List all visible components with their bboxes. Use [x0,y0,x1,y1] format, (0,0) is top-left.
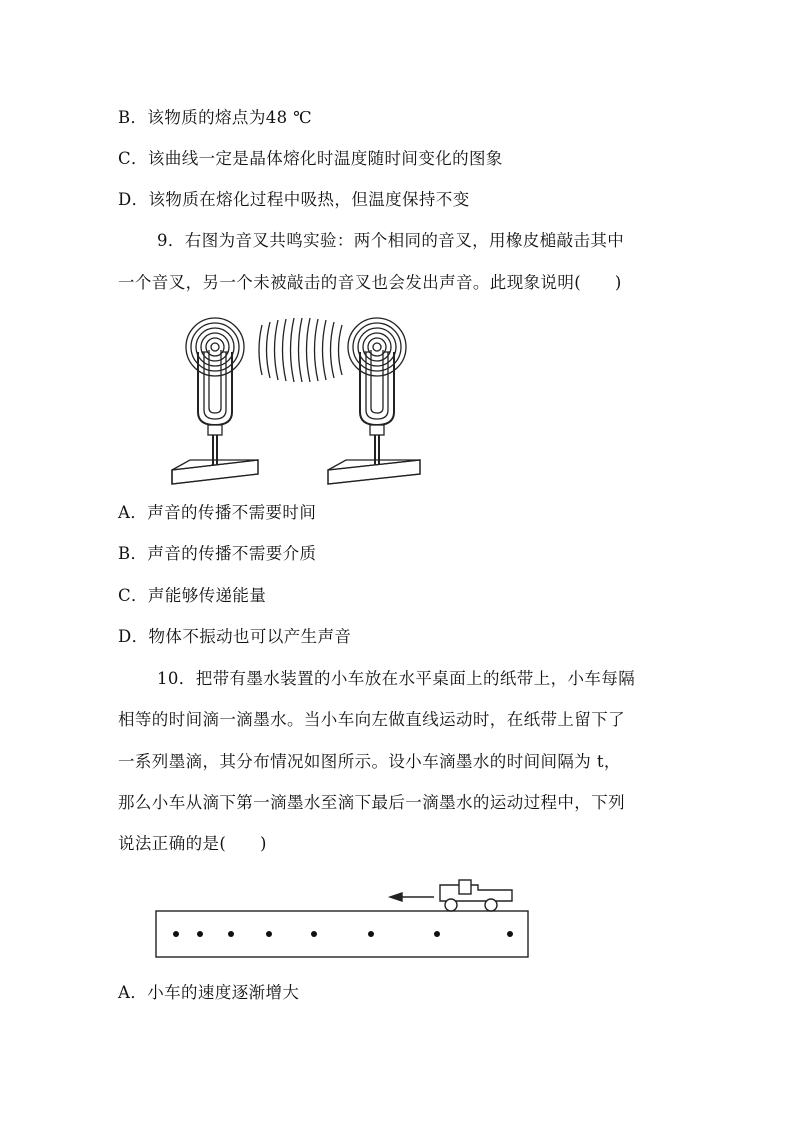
option-q9-d: D．物体不振动也可以产生声音 [118,627,352,646]
line-q8-d: D．该物质在熔化过程中吸热，但温度保持不变 [118,190,470,209]
line-q10-stem-2: 相等的时间滴一滴墨水。当小车向左做直线运动时，在纸带上留下了 [118,710,625,729]
ink-drop [311,931,317,937]
option-q10-a: A．小车的速度逐渐增大 [118,983,300,1002]
left-tuning-fork-icon [172,350,258,484]
ink-drop [507,931,513,937]
ink-drop [197,931,203,937]
right-wave-rings-icon [348,318,406,376]
ink-drop [228,931,234,937]
option-q9-b: B．声音的传播不需要介质 [118,544,317,563]
ink-drops [173,931,513,937]
line-q9-stem-2: 一个音叉，另一个未被敲击的音叉也会发出声音。此现象说明( ) [118,273,622,292]
right-tuning-fork-icon [328,350,420,484]
ink-drop [368,931,374,937]
line-q10-stem-3: 一系列墨滴，其分布情况如图所示。设小车滴墨水的时间间隔为 t， [118,752,621,771]
line-q10-stem-4: 那么小车从滴下第一滴墨水至滴下最后一滴墨水的运动过程中，下列 [118,793,625,812]
line-q8-b: B．该物质的熔点为48 ℃ [118,108,313,127]
ink-drop [434,931,440,937]
sound-wave-arcs-icon [259,318,342,382]
line-q10-stem-1: 10．把带有墨水装置的小车放在水平桌面上的纸带上，小车每隔 [157,669,636,688]
left-arrow-icon [390,893,434,901]
option-q9-a: A．声音的传播不需要时间 [118,503,317,522]
left-wave-rings-icon [186,318,244,376]
ink-cart-icon [440,880,512,911]
line-q8-c: C．该曲线一定是晶体熔化时温度随时间变化的图象 [118,149,503,168]
option-q9-c: C．声能够传递能量 [118,586,267,605]
line-q10-stem-5: 说法正确的是( ) [118,834,267,853]
ink-drop [173,931,179,937]
ink-drop [266,931,272,937]
paper-strip [156,911,528,957]
line-q9-stem-1: 9．右图为音叉共鸣实验：两个相同的音叉，用橡皮槌敲击其中 [157,231,625,250]
